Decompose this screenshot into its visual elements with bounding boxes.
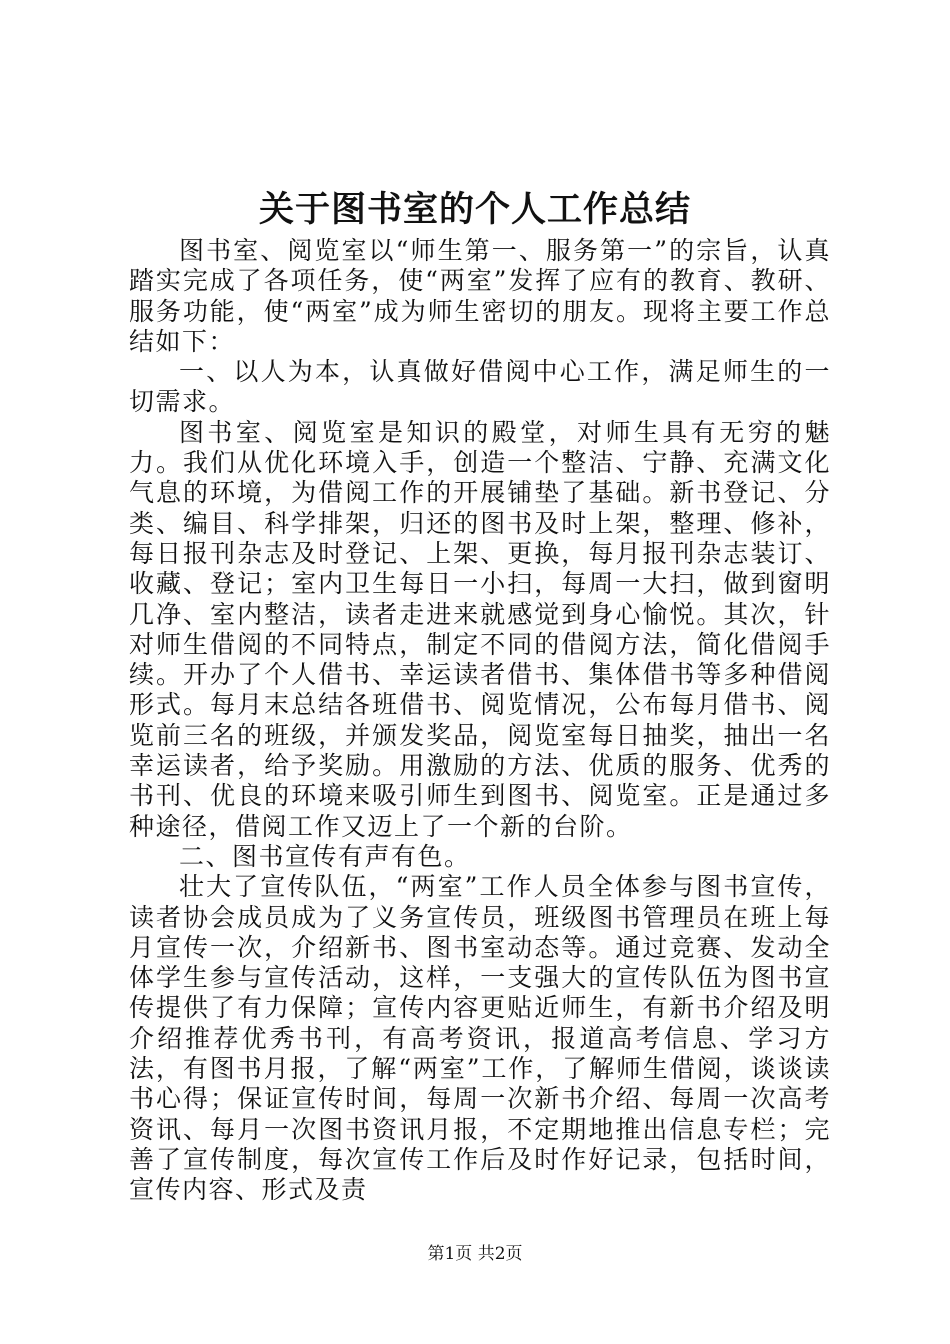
document-body	[129, 236, 831, 1206]
page-footer: 第1页 共2页	[427, 1244, 523, 1264]
section-heading-1: 一、以人为本，认真做好借阅中心工作，满足师生的一切需求。	[129, 357, 831, 417]
section-heading-2: 二、图书宣传有声有色。	[179, 841, 471, 871]
document-title: 关于图书室的个人工作总结	[258, 189, 691, 230]
paragraph-section-1: 图书室、阅览室是知识的殿堂，对师生具有无穷的魅力。我们从优化环境入手，创造一个整洁、宁静、充满文化气息的环境，为借阅工作的开展铺垫了基础。新书登记、分类、编目、科学排架，归还的图书及时上架，整理、修补，每日报刊杂志及时登记、上架、更换，每月报刊杂志装订、收藏、登记；室内卫生每日一小扫，每周一大扫，做到窗明几净、室内整洁，读者走进来就感觉到身心愉悦。其次，针对师生借阅的不同特点，制定不同的借阅方法，简化借阅手续。开办了个人借书、幸运读者借书、集体借书等多种借阅形式。每月末总结各班借书、阅览情况，公布每月借书、阅览前三名的班级，并颁发奖品，阅览室每日抽奖，抽出一名幸运读者，给予奖励。用激励的方法、优质的服务、优秀的书刊、优良的环境来吸引师生到图书、阅览室。正是通过多种途径，借阅工作又迈上了一个新的台阶。	[129, 417, 831, 841]
paragraph-intro: 图书室、阅览室以“师生第一、服务第一”的宗旨，认真踏实完成了各项任务，使“两室”发挥了应有的教育、教研、服务功能，使“两室”成为师生密切的朋友。现将主要工作总结如下：	[129, 236, 831, 356]
paragraph-section-2: 壮大了宣传队伍，“两室”工作人员全体参与图书宣传，读者协会成员成为了义务宣传员，班级图书管理员在班上每月宣传一次，介绍新书、图书室动态等。通过竞赛、发动全体学生参与宣传活动，这样，一支强大的宣传队伍为图书宣传提供了有力保障；宣传内容更贴近师生，有新书介绍及明介绍推荐优秀书刊，有高考资讯，报道高考信息、学习方法，有图书月报，了解“两室”工作，了解师生借阅，谈谈读书心得；保证宣传时间，每周一次新书介绍、每周一次高考资讯、每月一次图书资讯月报，不定期地推出信息专栏；完善了宣传制度，每次宣传工作后及时作好记录，包括时间，宣传内容、形式及责	[129, 872, 831, 1205]
